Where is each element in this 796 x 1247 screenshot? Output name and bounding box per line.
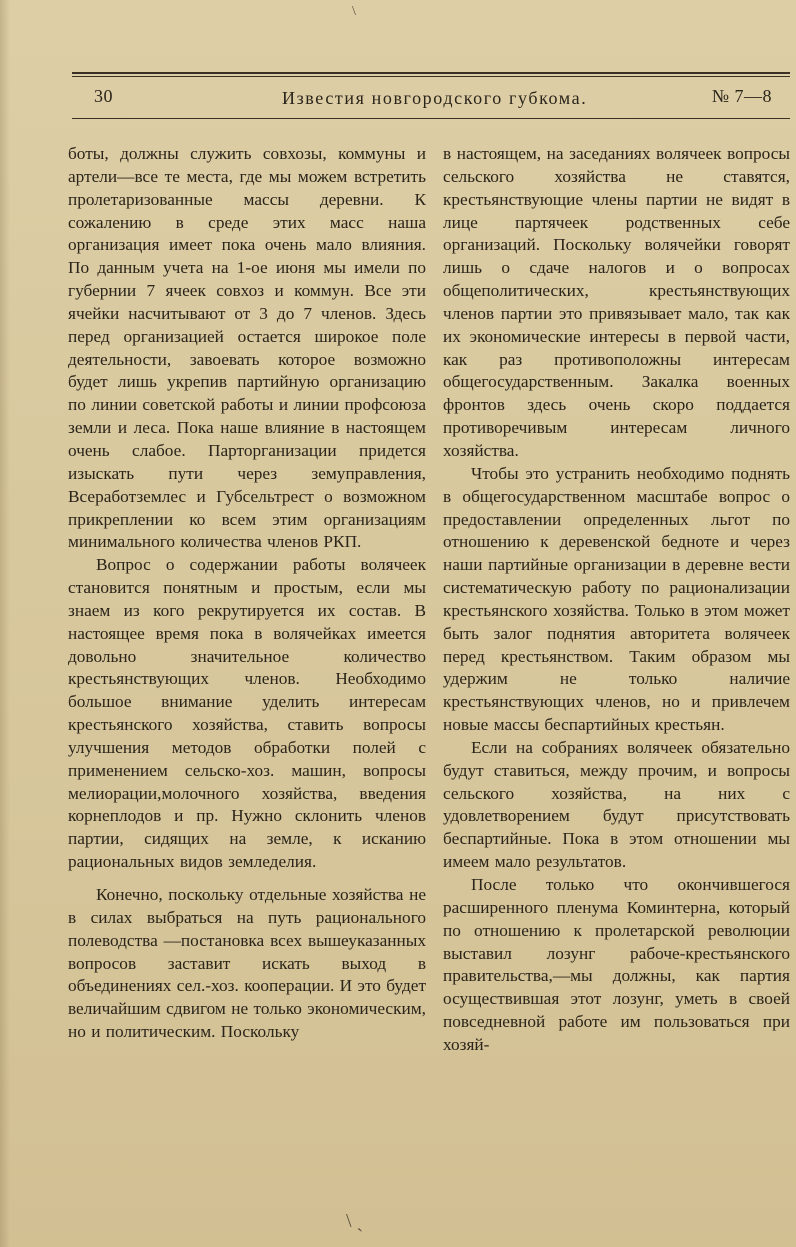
left-page-shadow — [0, 0, 10, 1247]
scan-speck-bottom: \ ˎ — [346, 1210, 364, 1232]
left-text-column — [68, 143, 426, 1044]
header-bottom-rule — [72, 118, 790, 119]
running-title: Известия новгородского губкома. — [282, 88, 588, 108]
left-paragraph-3: Конечно, поскольку отдельные хозяйства не в силах выбраться на путь рационального полеводства —постановка всех вышеуказанных вопросов заставит искать выход в объединениях сел.-хоз. кооперации. И это будет величайшим сдвигом не только экономическим, но и политическим. Поскольку — [68, 885, 426, 1042]
issue-number: № 7—8 — [711, 86, 772, 106]
right-paragraph-3: Если на собраниях волячеек обязательно будут ставиться, между прочим, и вопросы сельского хозяйства, на них с удовлетворением будут присутствовать беспартийные. Пока в этом отношении мы имеем мало результатов. — [443, 737, 790, 872]
header-top-rule-thin — [72, 76, 790, 77]
header-top-rule — [72, 72, 790, 74]
right-paragraph-2: Чтобы это устранить необходимо поднять в общегосударственном масштабе вопрос о предоставлении определенных льгот по отношению к деревенской бедноте и через наши партийные организации в деревне вести систематическую работу по рационализации крестьянского хозяйства. Только в этом может быть залог поднятия авторитета волячеек перед крестьянством. Таким образом мы удержим не только наличие крестьянствующих членов, но и привлечем новые массы беспартийных крестьян. — [443, 463, 790, 735]
page-number: 30 — [94, 86, 113, 106]
scan-speck-top: \ — [352, 4, 356, 19]
page-header — [72, 82, 790, 112]
right-text-column — [443, 143, 790, 1057]
right-paragraph-1: в настоящем, на заседаниях волячеек вопросы сельского хозяйства не ставятся, крестьянствующие члены партии не видят в лице партячеек родственных себе организаций. Поскольку волячейки говорят лишь о сдаче налогов и о вопросах общеполитических, крестьянствующих членов партии это привязывает мало, так как их экономические интересы в первой части, как раз противоположны интересам общегосударственным. Закалка военных фронтов здесь очень скоро поддается противоречивым интересам личного хозяйства. — [443, 144, 790, 460]
left-paragraph-2: Вопрос о содержании работы волячеек становится понятным и простым, если мы знаем из кого рекрутируется их состав. В настоящее время пока в волячейках имеется довольно значительное количество крестьянствующих членов. Необходимо большое внимание уделить интересам крестьянского хозяйства, ставить вопросы улучшения методов обработки полей с применением сельско-хоз. машин, вопросы мелиорации,молочного хозяйства, введения корнеплодов и пр. Нужно склонить членов партии, сидящих на земле, к исканию рациональных видов земледелия. — [68, 555, 426, 872]
right-paragraph-4: После только что окончившегося расширенного пленума Коминтерна, который по отношению к пролетарской революции выставил лозунг рабоче-крестьянского правительства,—мы должны, как партия осуществившая этот лозунг, уметь в своей повседневной работе им пользоваться при хозяй- — [443, 875, 790, 1054]
left-paragraph-1: боты, должны служить совхозы, коммуны и артели—все те места, где мы можем встретить пролетаризованные массы деревни. К сожалению в среде этих масс наша организация имеет пока очень мало влияния. По данным учета на 1-ое июня мы имели по губернии 7 ячеек совхоз и коммун. Все эти ячейки насчитывают от 3 до 7 членов. Здесь перед организацией остается широкое поле деятельности, завоевать которое возможно будет лишь укрепив партийную организацию по линии советской работы и линии профсоюза земли и леса. Пока наше влияние в настоящем очень слабое. Парторганизации придется изыскать пути через земуправления, Всеработземлес и Губсельтрест о возможном прикреплении ко всем этим организациям минимального количества членов РКП. — [68, 144, 426, 552]
